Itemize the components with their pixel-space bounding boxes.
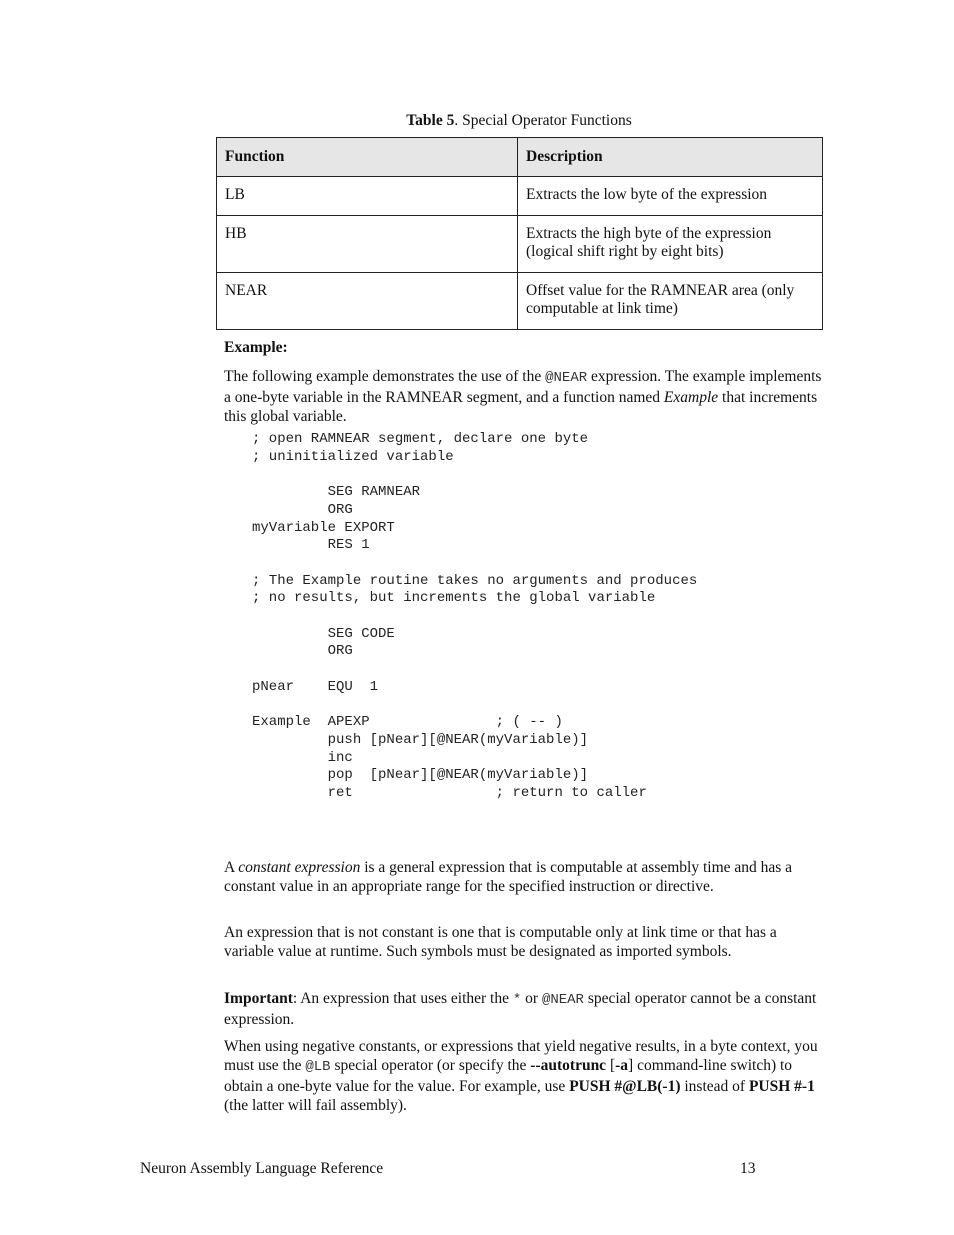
code-example: ; open RAMNEAR segment, declare one byte ; uninitialized variable SEG RAMNEAR ORG myVariable EXPORT RES 1 ; The Example routine takes no arguments and produces ; no results, but increments the global variable SEG CODE ORG pNear EQU 1 Example APEXP ; ( -- ) push [pNear][@NEAR(myVariable)] inc pop [pNear][@NEAR(myVariable)] ret ; return to caller xyxy=(252,431,698,802)
paragraph-text: instead of xyxy=(680,1078,749,1095)
intro-code: @NEAR xyxy=(545,370,588,386)
table-cell-function: NEAR xyxy=(217,273,518,330)
inline-code: @LB xyxy=(305,1059,331,1075)
footer-page-number: 13 xyxy=(740,1160,756,1177)
paragraph-text: ] command-line switch) to obtain a one-byte value for the value. For example, use xyxy=(224,1057,793,1095)
table-cell-description: Extracts the high byte of the expression (logical shift right by eight bits) xyxy=(518,216,823,273)
paragraph-text: [ xyxy=(606,1057,616,1074)
table-cell-function: LB xyxy=(217,177,518,216)
table-row xyxy=(217,273,823,330)
inline-code: * xyxy=(512,992,522,1008)
paragraph-text: (the latter will fail assembly). xyxy=(224,1097,407,1114)
bold-text: --autotrunc xyxy=(530,1057,607,1074)
table-header-description: Description xyxy=(518,138,823,177)
special-operator-table xyxy=(216,137,823,330)
bold-text: PUSH #-1 xyxy=(748,1078,815,1095)
inline-code: @NEAR xyxy=(541,992,584,1008)
table-caption xyxy=(216,112,822,130)
table-cell-function: HB xyxy=(217,216,518,273)
important-label: Important xyxy=(224,990,293,1007)
paragraph-non-constant: An expression that is not constant is one that is computable only at link time or that has a variable value at runtime. Such symbols must be designated as imported symbols. xyxy=(224,924,777,960)
intro-text: expression. The example implements a one-byte variable in the RAMNEAR segment, and a function named xyxy=(224,368,822,406)
paragraph-text: : An expression that uses either the xyxy=(292,990,513,1007)
bold-text: PUSH #@LB(-1) xyxy=(569,1078,681,1095)
example-intro xyxy=(224,367,824,426)
table-caption-label: Table 5 xyxy=(406,112,455,129)
intro-text: that increments this global variable. xyxy=(224,389,818,425)
paragraph-text: special operator (or specify the xyxy=(330,1057,531,1074)
table-row xyxy=(217,216,823,273)
paragraph-text: A xyxy=(224,859,239,876)
paragraph-important xyxy=(224,989,824,1029)
paragraph-constant-expression xyxy=(224,858,824,896)
paragraph-text: special operator cannot be a constant expression. xyxy=(224,990,817,1028)
footer-title: Neuron Assembly Language Reference xyxy=(140,1160,384,1177)
table-header-function: Function xyxy=(217,138,518,177)
table-caption-text: . Special Operator Functions xyxy=(454,112,632,129)
intro-text: The following example demonstrates the use of the xyxy=(224,368,546,385)
paragraph-negative-constants xyxy=(224,1037,824,1115)
table-row xyxy=(217,177,823,216)
intro-emphasis: Example xyxy=(663,389,719,406)
table-header-row xyxy=(217,138,823,177)
paragraph-text: When using negative constants, or expressions that yield negative results, in a byte context, you must use the xyxy=(224,1038,818,1074)
table-cell-description: Offset value for the RAMNEAR area (only computable at link time) xyxy=(518,273,823,330)
table-cell-description: Extracts the low byte of the expression xyxy=(518,177,823,216)
paragraph-text: is a general expression that is computable at assembly time and has a constant value in an appropriate range for the specified instruction or directive. xyxy=(224,859,793,895)
example-heading: Example: xyxy=(224,339,288,356)
bold-text: -a xyxy=(615,1057,629,1074)
paragraph-text: or xyxy=(521,990,542,1007)
paragraph-emphasis: constant expression xyxy=(238,859,361,876)
